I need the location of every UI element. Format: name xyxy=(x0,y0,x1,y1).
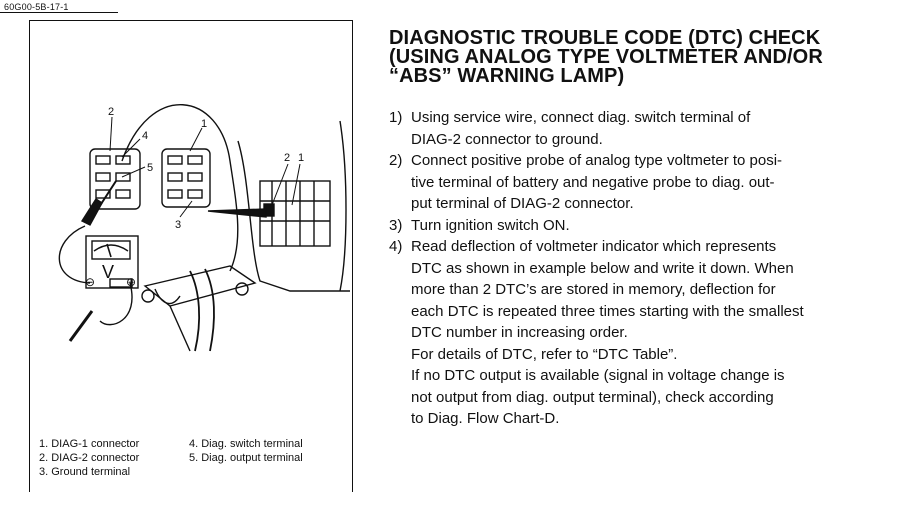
diag1-pin xyxy=(168,173,182,181)
battery-clamp xyxy=(155,289,180,304)
step-text: tive terminal of battery and negative probe to diag. out- xyxy=(411,173,775,191)
title-line: DIAGNOSTIC TROUBLE CODE (DTC) CHECK xyxy=(389,27,821,49)
figure-box xyxy=(29,20,353,492)
step-number: 4) xyxy=(389,238,403,255)
step-3 xyxy=(389,215,889,237)
step-text: more than 2 DTC’s are stored in memory, deflection for xyxy=(411,281,776,298)
step-text: each DTC is repeated three times starting with the smallest xyxy=(411,302,804,320)
negative-probe-tip xyxy=(82,199,102,225)
step-text: put terminal of DIAG-2 connector. xyxy=(411,195,634,212)
step-1 xyxy=(389,107,889,150)
step-number: 3) xyxy=(389,216,403,234)
legend-item: 4. Diag. switch terminal xyxy=(189,438,303,450)
legend-item: 2. DIAG-2 connector xyxy=(39,452,140,464)
procedure-steps xyxy=(389,107,889,430)
legend-item: 1. DIAG-1 connector xyxy=(39,438,140,450)
step-number: 2) xyxy=(389,152,403,169)
step-text: For details of DTC, refer to “DTC Table”. xyxy=(411,345,678,363)
leader-line xyxy=(292,164,300,205)
step-4 xyxy=(389,236,889,430)
voltmeter-scale xyxy=(94,245,128,251)
battery-post xyxy=(236,283,248,295)
legend-item: 3. Ground terminal xyxy=(39,466,131,478)
step-text: Turn ignition switch ON. xyxy=(411,216,570,234)
voltmeter-letter: V xyxy=(102,262,115,282)
title-line: (USING ANALOG TYPE VOLTMETER AND/OR xyxy=(389,46,823,68)
step-text: not output from diag. output terminal), check according xyxy=(411,388,774,406)
leader-line xyxy=(190,128,202,151)
step-number: 1) xyxy=(389,109,403,126)
step-text: Using service wire, connect diag. switch terminal of xyxy=(411,109,751,126)
step-text: DTC as shown in example below and write it down. When xyxy=(411,259,794,277)
callout-5: 5 xyxy=(147,162,154,174)
callout-3: 3 xyxy=(175,219,182,231)
voltmeter-needle xyxy=(107,244,111,257)
figure-code-rule xyxy=(0,12,118,13)
step-text: Connect positive probe of analog type voltmeter to posi- xyxy=(411,152,783,169)
step-2 xyxy=(389,150,889,215)
step-text: DIAG-2 connector to ground. xyxy=(411,130,603,148)
step-text: If no DTC output is available (signal in voltage change is xyxy=(411,367,785,384)
section-title xyxy=(389,29,894,86)
leader-line xyxy=(110,117,112,151)
title-line: “ABS” WARNING LAMP) xyxy=(389,65,625,87)
battery-edge xyxy=(170,306,190,351)
diag1-pin xyxy=(188,190,202,198)
battery-cable xyxy=(190,271,199,351)
diag1-pin xyxy=(168,156,182,164)
step-text: to Diag. Flow Chart-D. xyxy=(411,410,560,427)
body-contour xyxy=(340,121,346,291)
diag1-pin xyxy=(168,190,182,198)
figure-code: 60G00-5B-17-1 xyxy=(4,2,69,12)
callout-1: 1 xyxy=(201,118,208,130)
plus-terminal-icon: ⊕ xyxy=(126,275,137,289)
figure-legend xyxy=(39,437,303,479)
callout-4: 4 xyxy=(142,130,149,142)
diag2-pin xyxy=(96,173,110,181)
battery-cable xyxy=(205,269,214,351)
callout-2-relay: 2 xyxy=(284,152,291,164)
step-text: DTC number in increasing order. xyxy=(411,324,628,341)
leader-line xyxy=(180,201,192,217)
battery-post xyxy=(142,290,154,302)
callout-1-relay: 1 xyxy=(298,152,305,164)
wiring-diagram xyxy=(30,21,354,421)
diag1-pin xyxy=(188,156,202,164)
minus-terminal-icon: ⊖ xyxy=(85,275,96,289)
diag2-pin xyxy=(96,156,110,164)
callout-2: 2 xyxy=(108,106,115,118)
leader-line xyxy=(122,167,145,177)
diag1-pin xyxy=(188,173,202,181)
positive-lead xyxy=(100,283,132,325)
step-text: Read deflection of voltmeter indicator which represents xyxy=(411,238,777,255)
positive-probe xyxy=(70,311,92,341)
legend-item: 5. Diag. output terminal xyxy=(189,452,303,464)
diag2-pin xyxy=(116,190,130,198)
